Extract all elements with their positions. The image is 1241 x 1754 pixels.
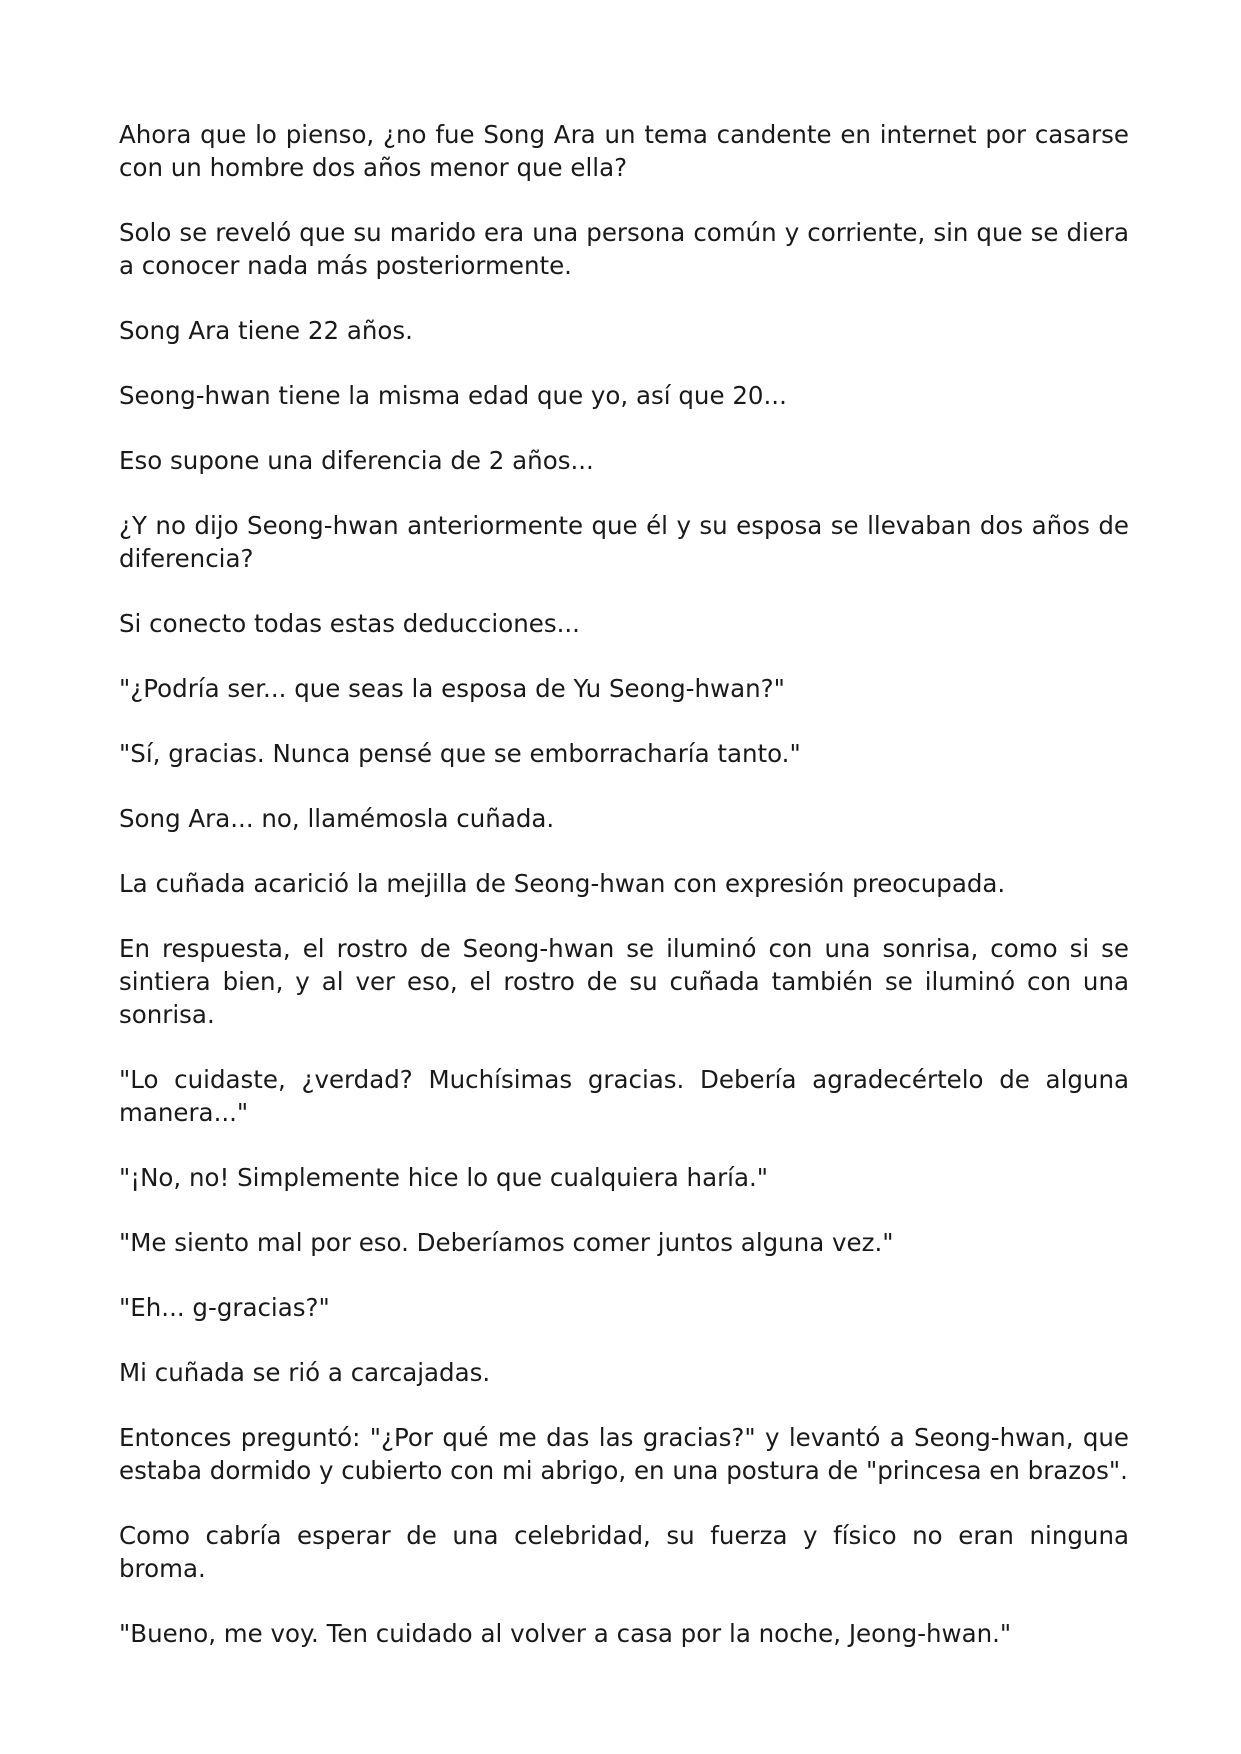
paragraph: La cuñada acarició la mejilla de Seong-hwan con expresión preocupada. bbox=[119, 869, 1006, 898]
paragraph: "Sí, gracias. Nunca pensé que se emborracharía tanto." bbox=[119, 739, 801, 768]
paragraph: Eso supone una diferencia de 2 años... bbox=[119, 446, 594, 475]
paragraph: Song Ara tiene 22 años. bbox=[119, 316, 413, 345]
paragraph: "Eh... g-gracias?" bbox=[119, 1293, 330, 1322]
paragraph: Entonces preguntó: "¿Por qué me das las gracias?" y levantó a Seong-hwan, que estaba dormido y cubierto con mi abrigo, en una postura de "princesa en brazos". bbox=[119, 1423, 1129, 1485]
paragraph: Ahora que lo pienso, ¿no fue Song Ara un tema candente en internet por casarse con un hombre dos años menor que ella? bbox=[119, 120, 1129, 182]
paragraph: Mi cuñada se rió a carcajadas. bbox=[119, 1358, 491, 1387]
paragraph: "Me siento mal por eso. Deberíamos comer juntos alguna vez." bbox=[119, 1228, 894, 1257]
paragraph: En respuesta, el rostro de Seong-hwan se iluminó con una sonrisa, como si se sintiera bien, y al ver eso, el rostro de su cuñada también se iluminó con una sonrisa. bbox=[119, 934, 1129, 1029]
paragraph: "¿Podría ser... que seas la esposa de Yu Seong-hwan?" bbox=[119, 674, 785, 703]
document-body bbox=[119, 118, 1129, 1682]
paragraph: "¡No, no! Simplemente hice lo que cualquiera haría." bbox=[119, 1163, 769, 1192]
paragraph: "Bueno, me voy. Ten cuidado al volver a casa por la noche, Jeong-hwan." bbox=[119, 1619, 1012, 1648]
paragraph: Song Ara... no, llamémosla cuñada. bbox=[119, 804, 555, 833]
paragraph: ¿Y no dijo Seong-hwan anteriormente que él y su esposa se llevaban dos años de diferencia? bbox=[119, 511, 1129, 573]
paragraph: "Lo cuidaste, ¿verdad? Muchísimas gracias. Debería agradecértelo de alguna manera..." bbox=[119, 1065, 1129, 1127]
paragraph: Seong-hwan tiene la misma edad que yo, así que 20... bbox=[119, 381, 787, 410]
paragraph: Si conecto todas estas deducciones... bbox=[119, 609, 580, 638]
paragraph: Solo se reveló que su marido era una persona común y corriente, sin que se diera a conocer nada más posteriormente. bbox=[119, 218, 1129, 280]
paragraph: Como cabría esperar de una celebridad, su fuerza y físico no eran ninguna broma. bbox=[119, 1521, 1129, 1583]
